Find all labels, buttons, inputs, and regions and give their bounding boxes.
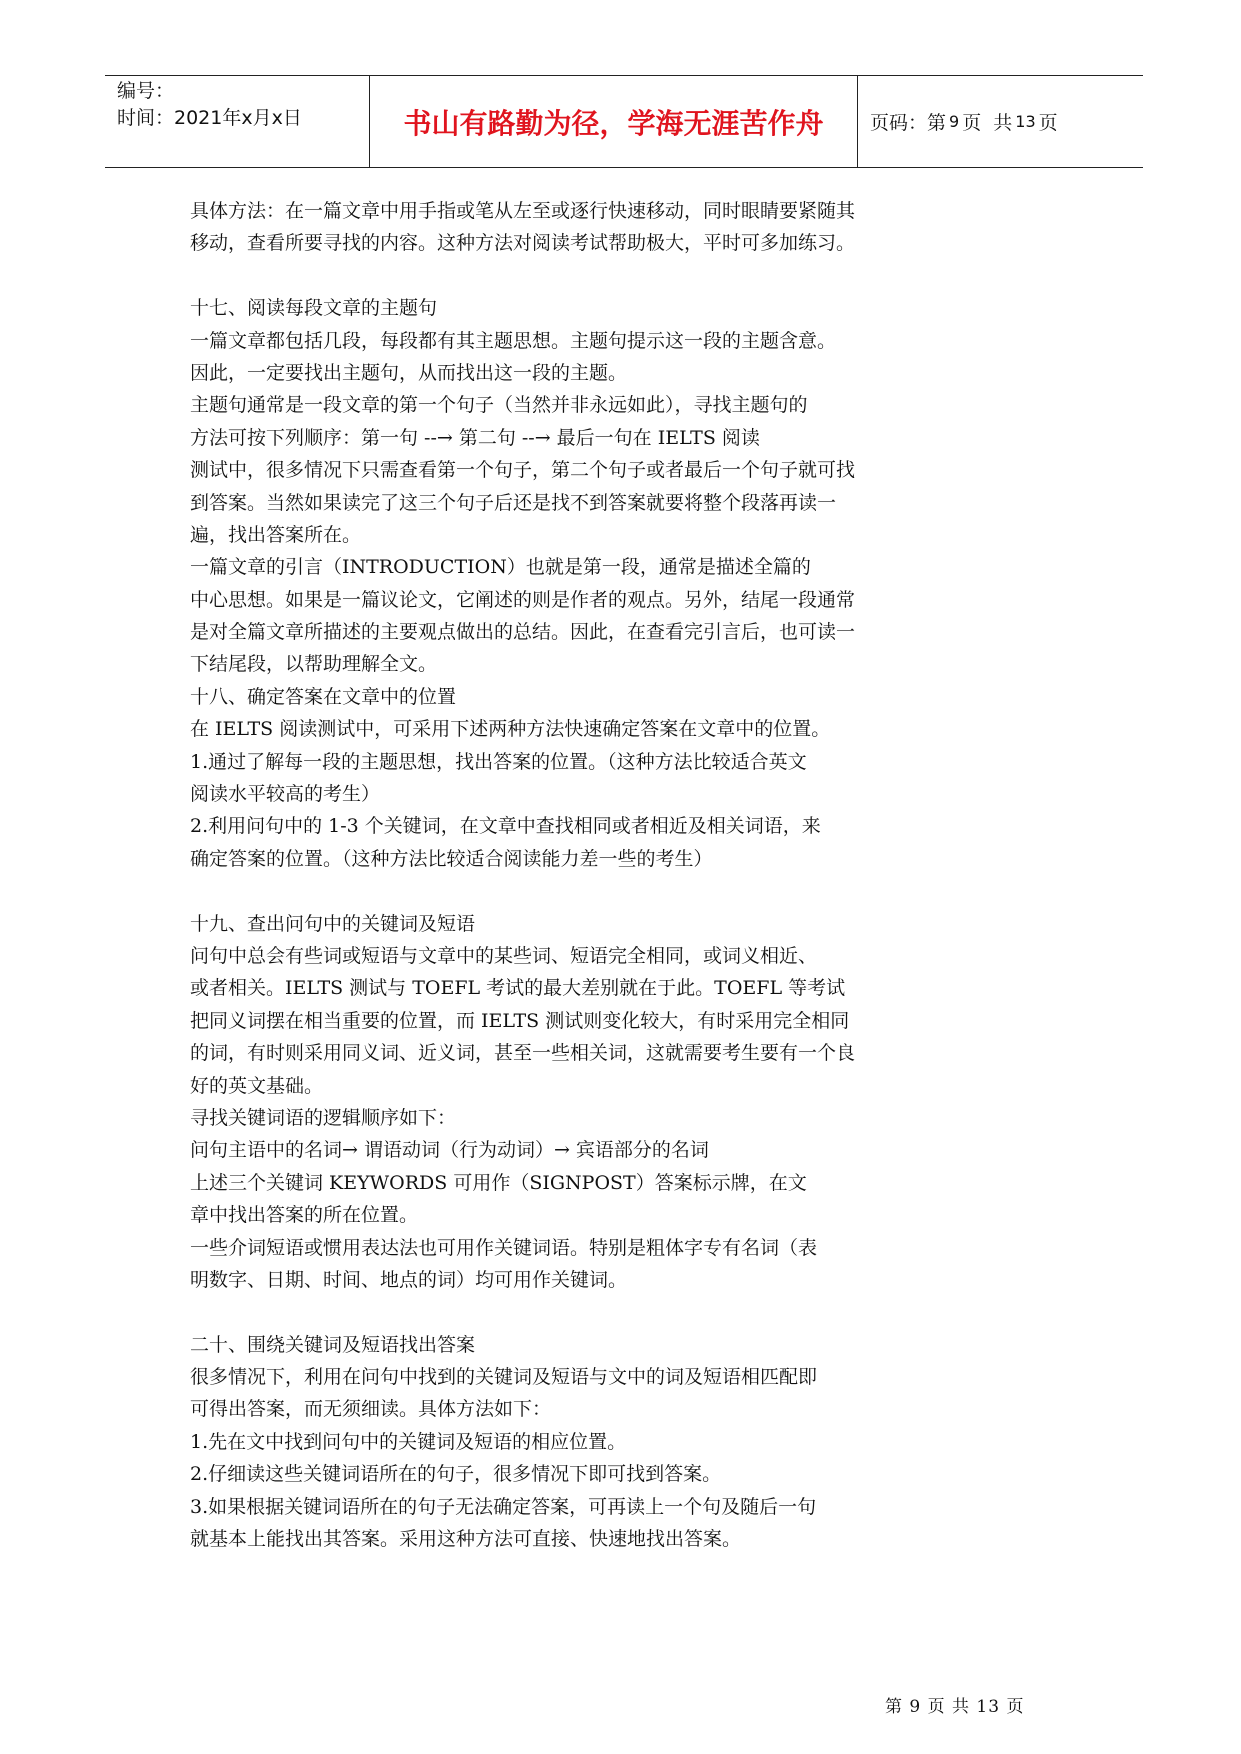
text-line: 十九、查出问句中的关键词及短语 [190, 912, 476, 935]
header-motto: 书山有路勤为径，学海无涯苦作舟 [403, 106, 824, 140]
text-line: 2.仔细读这些关键词语所在的句子，很多情况下即可找到答案。 [190, 1463, 722, 1486]
text-line: 在 IELTS 阅读测试中，可采用下述两种方法快速确定答案在文章中的位置。 [190, 718, 831, 741]
text-line: 二十、围绕关键词及短语找出答案 [190, 1333, 476, 1356]
blank-line [190, 1296, 970, 1328]
text-line: 2.利用问句中的 1-3 个关键词，在文章中查找相同或者相近及相关词语，来 [190, 815, 821, 838]
page-header [105, 75, 1143, 168]
page-mid: 页 共 [962, 112, 1013, 134]
text-line: 一篇文章的引言（INTRODUCTION）也就是第一段，通常是描述全篇的 [190, 556, 811, 579]
text-line: 好的英文基础。 [190, 1074, 324, 1097]
text-line: 十八、确定答案在文章中的位置 [190, 685, 457, 708]
text-line: 测试中，很多情况下只需查看第一个句子，第二个句子或者最后一个句子就可找 [190, 459, 856, 482]
text-line: 上述三个关键词 KEYWORDS 可用作（SIGNPOST）答案标示牌，在文 [190, 1171, 807, 1194]
text-line: 主题句通常是一段文章的第一个句子（当然并非永远如此），寻找主题句的 [190, 394, 808, 417]
text-line: 很多情况下，利用在问句中找到的关键词及短语与文中的词及短语相匹配即 [190, 1366, 818, 1389]
text-line: 把同义词摆在相当重要的位置，而 IELTS 测试则变化较大，有时采用完全相同 [190, 1009, 850, 1032]
text-line: 章中找出答案的所在位置。 [190, 1204, 419, 1227]
text-line: 明数字、日期、时间、地点的词）均可用作关键词。 [190, 1268, 628, 1291]
time-label: 时间：2021年x月x日 [117, 107, 302, 129]
text-line: 中心思想。如果是一篇议论文，它阐述的则是作者的观点。另外，结尾一段通常 [190, 588, 856, 611]
text-line: 遍，找出答案所在。 [190, 523, 362, 546]
text-line: 1.先在文中找到问句中的关键词及短语的相应位置。 [190, 1430, 627, 1453]
text-line: 十七、阅读每段文章的主题句 [190, 297, 438, 320]
text-line: 就基本上能找出其答案。采用这种方法可直接、快速地找出答案。 [190, 1528, 742, 1551]
text-line: 可得出答案，而无须细读。具体方法如下： [190, 1398, 552, 1421]
text-line: 一篇文章都包括几段，每段都有其主题思想。主题句提示这一段的主题含意。 [190, 329, 837, 352]
text-line: 因此，一定要找出主题句，从而找出这一段的主题。 [190, 361, 628, 384]
page-footer: 第 9 页 共 13 页 [885, 1697, 1025, 1717]
page-total: 13 [1015, 112, 1036, 131]
text-line: 阅读水平较高的考生） [190, 783, 381, 806]
page-prefix: 页码：第 [870, 112, 947, 134]
header-page-number [870, 76, 1058, 167]
text-line: 确定答案的位置。（这种方法比较适合阅读能力差一些的考生） [190, 847, 713, 870]
header-divider [857, 76, 858, 167]
document-body [190, 195, 970, 1555]
text-line: 是对全篇文章所描述的主要观点做出的总结。因此，在查看完引言后，也可读一 [190, 621, 856, 644]
text-line: 的词，有时则采用同义词、近义词，甚至一些相关词，这就需要考生要有一个良 [190, 1042, 856, 1065]
text-line: 问句主语中的名词→ 谓语动词（行为动词）→ 宾语部分的名词 [190, 1139, 709, 1162]
text-line: 或者相关。IELTS 测试与 TOEFL 考试的最大差别就在于此。TOEFL 等考试 [190, 977, 846, 1000]
text-line: 问句中总会有些词或短语与文章中的某些词、短语完全相同，或词义相近、 [190, 944, 818, 967]
header-info [117, 76, 372, 167]
text-line: 一些介词短语或惯用表达法也可用作关键词语。特别是粗体字专有名词（表 [190, 1236, 818, 1259]
serial-label: 编号： [117, 80, 175, 102]
text-line: 寻找关键词语的逻辑顺序如下： [190, 1106, 457, 1129]
text-line: 具体方法：在一篇文章中用手指或笔从左至或逐行快速移动，同时眼睛要紧随其 [190, 200, 856, 222]
text-line: 1.通过了解每一段的主题思想，找出答案的位置。（这种方法比较适合英文 [190, 750, 807, 773]
blank-line [190, 260, 970, 292]
text-line: 3.如果根据关键词语所在的句子无法确定答案，可再读上一个句及随后一句 [190, 1495, 817, 1518]
page-suffix: 页 [1038, 112, 1058, 134]
text-line: 到答案。当然如果读完了这三个句子后还是找不到答案就要将整个段落再读一 [190, 491, 837, 514]
text-line: 方法可按下列顺序：第一句 --→ 第二句 --→ 最后一句在 IELTS 阅读 [190, 426, 760, 449]
text-line: 下结尾段，以帮助理解全文。 [190, 653, 438, 676]
text-line: 移动，查看所要寻找的内容。这种方法对阅读考试帮助极大，平时可多加练习。 [190, 232, 856, 255]
blank-line [190, 875, 970, 907]
page-num: 9 [949, 112, 960, 131]
